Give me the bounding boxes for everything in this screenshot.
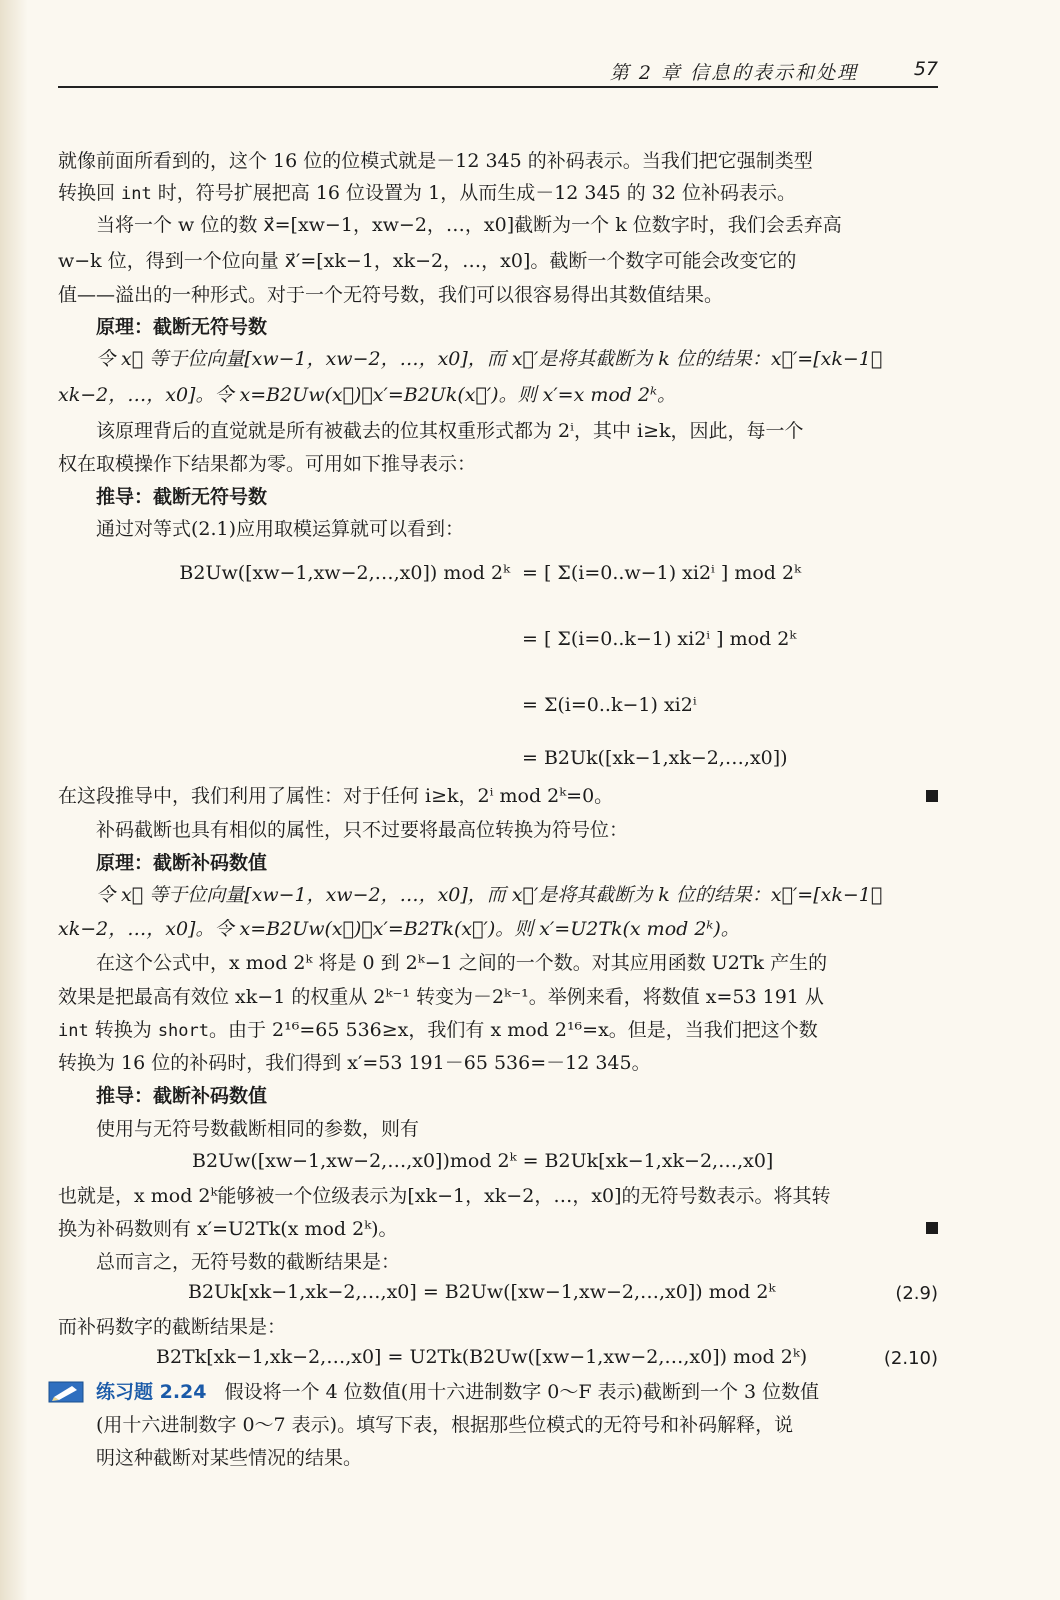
chapter-title: 第 2 章 信息的表示和处理: [609, 62, 858, 84]
code-short: short: [157, 1021, 209, 1041]
equation-number: (2.10): [883, 1348, 938, 1369]
paragraph-line: 补码截断也具有相似的属性，只不过要将最高位转换为符号位：: [96, 819, 629, 841]
paragraph-line: 当将一个 w 位的数 x⃗=[xw−1，xw−2，…，x0]截断为一个 k 位数字时，我们会丢弃高: [96, 214, 842, 236]
paragraph-line: 效果是把最高有效位 xk−1 的权重从 2ᵏ⁻¹ 转变为－2ᵏ⁻¹。举例来看，将数值 x=53 191 从: [58, 986, 824, 1008]
code-int: int: [121, 184, 152, 204]
principle-text: 令 x⃗ 等于位向量[xw−1，xw−2，…，x0]，而 x⃗′是将其截断为 k 位的结果：x⃗′=[xk−1，: [96, 884, 883, 906]
derivation-step: = [ Σ(i=0..w−1) xi2ⁱ ] mod 2ᵏ: [522, 562, 802, 584]
equation-2-9: B2Uk[xk−1,xk−2,…,x0] = B2Uw([xw−1,xw−2,…,x0]) mod 2ᵏ: [188, 1281, 776, 1303]
running-header: [58, 54, 938, 86]
paragraph-line: int 转换为 short。由于 2¹⁶=65 536≥x，我们有 x mod 2¹⁶=x。但是，当我们把这个数: [58, 1019, 818, 1041]
exercise-label: 练习题 2.24: [96, 1381, 207, 1403]
derivation-step: = Σ(i=0..k−1) xi2ⁱ: [522, 694, 697, 716]
paragraph-line: 转换为 16 位的补码时，我们得到 x′=53 191－65 536=－12 345。: [58, 1052, 651, 1074]
principle-heading: 原理：截断补码数值: [96, 852, 268, 874]
principle-text: 令 x⃗ 等于位向量[xw−1，xw−2，…，x0]，而 x⃗′是将其截断为 k 位的结果：x⃗′=[xk−1，: [96, 348, 883, 370]
qed-mark: [926, 1222, 938, 1234]
derivation-step: = B2Uk([xk−1,xk−2,…,x0]): [522, 747, 788, 769]
exercise-line: 明这种截断对某些情况的结果。: [96, 1447, 363, 1469]
derivation-heading: 推导：截断无符号数: [96, 486, 268, 508]
principle-text: xk−2，…，x0]。令 x=B2Uw(x⃗)，x′=B2Uk(x⃗′)。则 x′=x mod 2ᵏ。: [58, 384, 677, 406]
equation-number: (2.9): [895, 1283, 938, 1304]
exercise-line: (用十六进制数字 0～7 表示)。填写下表，根据那些位模式的无符号和补码解释，说: [96, 1414, 794, 1436]
principle-text: xk−2，…，x0]。令 x=B2Uw(x⃗)，x′=B2Tk(x⃗′)。则 x′=U2Tk(x mod 2ᵏ)。: [58, 918, 740, 940]
exercise-line: 练习题 2.24 假设将一个 4 位数值(用十六进制数字 0～F 表示)截断到一个 3 位数值: [96, 1381, 820, 1403]
paragraph-line: 使用与无符号数截断相同的参数，则有: [96, 1118, 420, 1140]
paragraph-line: 转换回 int 时，符号扩展把高 16 位设置为 1，从而生成－12 345 的 32 位补码表示。: [58, 182, 796, 204]
paragraph-line: 在这个公式中，x mod 2ᵏ 将是 0 到 2ᵏ−1 之间的一个数。对其应用函数 U2Tk 产生的: [96, 952, 828, 974]
exercise-pencil-icon: [48, 1381, 84, 1403]
derivation-heading: 推导：截断补码数值: [96, 1085, 268, 1107]
paragraph-line: 通过对等式(2.1)应用取模运算就可以看到：: [96, 518, 465, 540]
header-rule: [58, 86, 938, 88]
paragraph-line: 换为补码数则有 x′=U2Tk(x mod 2ᵏ)。: [58, 1218, 398, 1240]
page-number: 57: [913, 58, 938, 80]
paragraph-line: 在这段推导中，我们利用了属性：对于任何 i≥k，2ⁱ mod 2ᵏ=0。: [58, 785, 614, 807]
paragraph-line: 总而言之，无符号数的截断结果是：: [96, 1251, 401, 1273]
paragraph-line: w−k 位，得到一个位向量 x⃗′=[xk−1，xk−2，…，x0]。截断一个数字可能会改变它的: [58, 250, 797, 272]
page-edge-shade: [0, 0, 28, 1600]
paragraph-line: 而补码数字的截断结果是：: [58, 1316, 287, 1338]
principle-heading: 原理：截断无符号数: [96, 316, 268, 338]
paragraph-line: 值——溢出的一种形式。对于一个无符号数，我们可以很容易得出其数值结果。: [58, 284, 724, 306]
tc-derivation-equation: B2Uw([xw−1,xw−2,…,x0])mod 2ᵏ = B2Uk[xk−1,xk−2,…,x0]: [192, 1150, 774, 1172]
paragraph-line: 就像前面所看到的，这个 16 位的位模式就是－12 345 的补码表示。当我们把它强制类型: [58, 150, 813, 172]
code-int: int: [58, 1021, 89, 1041]
paragraph-line: 该原理背后的直觉就是所有被截去的位其权重形式都为 2ⁱ，其中 i≥k，因此，每一个: [96, 420, 804, 442]
qed-mark: [926, 790, 938, 802]
paragraph-line: 也就是，x mod 2ᵏ能够被一个位级表示为[xk−1，xk−2，…，x0]的无符号数表示。将其转: [58, 1185, 831, 1207]
paragraph-line: 权在取模操作下结果都为零。可用如下推导表示：: [58, 453, 477, 475]
equation-2-10: B2Tk[xk−1,xk−2,…,x0] = U2Tk(B2Uw([xw−1,xw−2,…,x0]) mod 2ᵏ): [156, 1346, 808, 1368]
derivation-lhs: B2Uw([xw−1,xw−2,…,x0]) mod 2ᵏ: [179, 562, 510, 584]
derivation-step: = [ Σ(i=0..k−1) xi2ⁱ ] mod 2ᵏ: [522, 628, 797, 650]
